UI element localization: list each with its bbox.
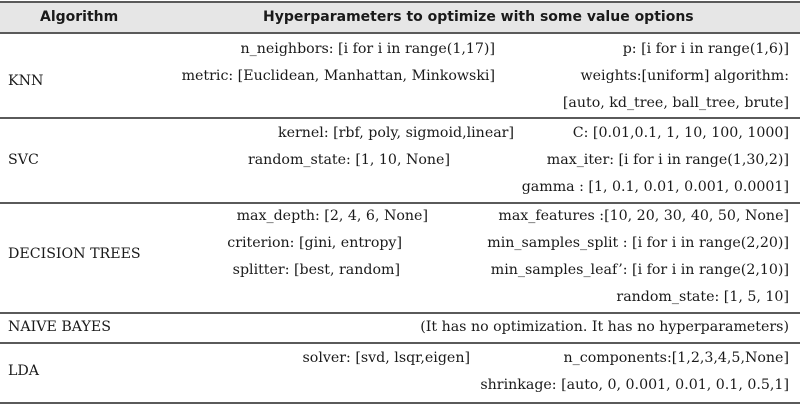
param-left: kernel: [rbf, poly, sigmoid,linear] [277,125,514,141]
algorithm-name-knn: KNN [8,73,44,89]
row-rule-knn [0,117,800,119]
top-rule [0,1,800,3]
param-right: weights:[uniform] algorithm: [580,68,789,84]
param-right: C: [0.01,0.1, 1, 10, 100, 1000] [572,125,789,141]
algorithm-name-lda: LDA [8,363,40,379]
header-hyperparameters: Hyperparameters to optimize with some value options [263,9,694,25]
bottom-rule [0,402,800,404]
param-right: max_iter: [i for i in range(1,30,2)] [546,152,789,168]
param-left: metric: [Euclidean, Manhattan, Minkowski] [181,68,495,84]
algorithm-name-svc: SVC [8,152,39,168]
param-left: splitter: [best, random] [232,262,400,278]
param-right: min_samples_split : [i for i in range(2,20)] [487,235,789,251]
algorithm-name-decision-trees: DECISION TREES [8,246,141,262]
param-right: gamma : [1, 0.1, 0.01, 0.001, 0.0001] [521,179,789,195]
header-algorithm: Algorithm [40,9,119,25]
param-right: min_samples_leaf’: [i for i in range(2,10)] [490,262,789,278]
param-right: shrinkage: [auto, 0, 0.001, 0.01, 0.1, 0.5,1] [480,377,789,393]
param-right: n_components:[1,2,3,4,5,None] [563,350,789,366]
row-rule-svc [0,202,800,204]
algorithm-name-naive-bayes: NAIVE BAYES [8,319,111,335]
header-rule [0,32,800,34]
param-left: random_state: [1, 10, None] [247,152,450,168]
row-rule-dt [0,312,800,314]
param-right: [auto, kd_tree, ball_tree, brute] [562,95,789,111]
param-left: criterion: [gini, entropy] [227,235,402,251]
param-left: n_neighbors: [i for i in range(1,17)] [240,41,495,57]
param-right: p: [i for i in range(1,6)] [622,41,789,57]
param-right: (It has no optimization. It has no hyperparameters) [420,319,789,335]
param-left: solver: [svd, lsqr,eigen] [302,350,470,366]
param-right: random_state: [1, 5, 10] [616,289,789,305]
row-rule-nb [0,342,800,344]
param-right: max_features :[10, 20, 30, 40, 50, None] [498,208,789,224]
param-left: max_depth: [2, 4, 6, None] [236,208,428,224]
